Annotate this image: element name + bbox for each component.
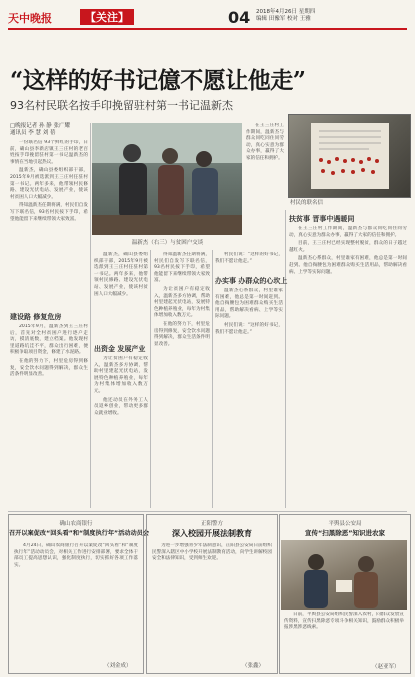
byline (10, 123, 90, 137)
masthead-info (256, 9, 315, 23)
section-text (10, 324, 88, 508)
section-text (289, 226, 407, 508)
news-box-police (146, 514, 278, 674)
subheadline: 93名村民联名按手印挽留驻村第一书记温新杰 (10, 99, 233, 112)
section-heading: 出资金 发展产业 (94, 345, 146, 353)
column-divider (90, 123, 91, 508)
bottom-photo (281, 540, 407, 610)
section-paragraph: 为让贫困户有稳定收入，温新杰多方协调，帮助村里建起光伏电站，发展特色种植养殖业，每年为村集体增加收入数万元。 (94, 356, 148, 394)
body-paragraph: 得知温新杰任期将满，村民们自发写下联名信，93名村民按下手印，希望他能留下来继续带领大家致富。 (154, 252, 210, 284)
box-paragraph: 为进一步增强青少年法制意识，正阳县公安局日前组织民警深入辖区中小学校开展法制教育活动，向学生讲解校园安全和法律知识，受到师生欢迎。 (152, 543, 272, 562)
body-paragraph: 为让贫困户有稳定收入，温新杰多方协调，帮助村里建起光伏电站，发展特色种植养殖业，每年为村集体增加收入数万元。 (154, 286, 210, 319)
lead-text (10, 140, 88, 308)
box-title: 深入校园开展法制教育 (172, 529, 252, 538)
section-paragraph: 温新杰心系群众，村里谁家有困难，他总是第一时间赶到。他自掏腰包为困难群众购买生活用品，帮助解决看病、上学等实际问题。 (215, 288, 283, 320)
box-text (284, 612, 404, 668)
body-text (94, 252, 148, 340)
section-heading: 建设路 修复危房 (10, 313, 62, 321)
main-photo-figures (92, 123, 242, 235)
bottom-divider (8, 511, 407, 512)
letter-photo-caption: 村民的联名信 (290, 200, 324, 206)
side-text (246, 123, 284, 235)
box-text (14, 543, 138, 661)
section-heading: 扶贫事 晋事中遇暖同 (289, 215, 355, 223)
main-photo-caption: 温新杰（右三）与贫困户交谈 (131, 240, 204, 246)
box-author: （刘金成） (104, 663, 132, 669)
section-paragraph: 2015年9月，温新杰到王三庄村后，首先对全村贫困户进行逐户走访，摸清底数，建立档案。他发现村里道路坑洼不平，群众出行困难，便积极争取项目资金，修建了水泥路。 (10, 324, 88, 356)
box-text (152, 543, 272, 661)
letter-photo-figure (289, 115, 410, 197)
section-text (94, 356, 148, 508)
body-paragraph: 在他的努力下，村里危房得到修复，安全饮水问题得到解决，群众生活条件明显改善。 (154, 321, 210, 347)
section-heading: 办实事 办群众的心坎上 (215, 277, 288, 285)
issue-date: 2018年4月26日 星期四 (256, 9, 316, 15)
side-paragraph: 在王三庄村工作期间，温新杰与群众同吃同住同劳动，真心实意为群众办事，赢得了大家的信任和拥护。 (246, 123, 284, 161)
body-paragraph: 村民们说：“这样的好书记，我们不愿让他走。” (215, 252, 283, 264)
body-paragraph: 温新杰，确山县委组织部干部，2015年9月被选派到王三庄村任驻村第一书记。两年多来，他带领村民修路、建设光伏电站、发展产业，使该村贫困人口大幅减少。 (94, 252, 148, 297)
news-box-bank (8, 514, 150, 674)
box-paragraph: 日前，平舆县公安局组织民警深入农村，向群众发放宣传资料，宣传扫黑除恶专项斗争相关知识，鼓励群众积极举报涉黑涉恶线索。 (284, 612, 404, 631)
masthead-rule (8, 28, 407, 30)
box-paragraph: 4月24日，确山农商银行召开以案促改“回头看”和“制度执行年”活动动员会，对相关工作进行安排部署，要求全体干部员工提高思想认识，强化制度执行，切实抓好各项工作落实。 (14, 543, 138, 568)
column-divider (285, 210, 286, 508)
lead-paragraph: 得知温新杰任期将满，村民们自发写下联名信，93名村民按下手印，希望他能留下来继续带领大家致富。 (10, 203, 88, 222)
masthead-logo: 天中晚报 (8, 12, 52, 25)
section-paragraph: 温新杰心系群众，村里谁家有困难，他总是第一时间赶到。他自掏腰包为困难群众购买生活用品，帮助解决看病、上学等实际问题。 (289, 256, 407, 275)
lead-paragraph: 温新杰，确山县委组织部干部，2015年9月被选派到王三庄村任驻村第一书记。两年多来，他带领村民修路、建设光伏电站、发展产业，使该村贫困人口大幅减少。 (10, 168, 88, 200)
column-divider (212, 250, 213, 508)
box-kicker: 正阳警方 (200, 521, 223, 527)
section-label: 【关注】 (80, 9, 134, 25)
section-paragraph: 他还动员在外务工人员返乡创业，带动更多群众就业增收。 (94, 397, 148, 416)
box-author: （赵亚军） (372, 664, 400, 670)
box-kicker: 平舆县公安局 (328, 521, 362, 527)
box-title: 召开以案促改“回头看”和“制度执行年”活动动员会 (9, 530, 150, 537)
body-text (215, 252, 283, 272)
box-author: （张鑫） (242, 663, 265, 669)
lead-paragraph: 一份联名信 93个鲜红的手印，日前，确山县李新店镇王三庄村的老百姓按手印挽留驻村第一书记温新杰的事情在当地引起热议。 (10, 140, 88, 165)
byline-correspondents: 通讯员 李 慧 刘 蓓 (10, 130, 56, 136)
box-title: 宣传“扫黑除恶”知识进农家 (304, 529, 386, 537)
page-number: 04 (228, 8, 251, 27)
main-photo (92, 123, 242, 235)
section-paragraph: 在王三庄村工作期间，温新杰与群众同吃同住同劳动，真心实意为群众办事，赢得了大家的信任和拥护。 (289, 226, 407, 238)
box-kicker: 确山农商银行 (59, 521, 93, 527)
headline: “这样的好书记億不愿让他走” (10, 67, 306, 94)
masthead (8, 8, 407, 30)
section-text (215, 288, 283, 508)
section-paragraph: 目前，王三庄村已经实现整村脱贫，群众的日子越过越红火。 (289, 241, 407, 253)
body-text (154, 252, 210, 508)
section-paragraph: 在他的努力下，村里危房得到修复，安全饮水问题得到解决，群众生活条件明显改善。 (10, 358, 88, 378)
column-divider (150, 250, 151, 508)
section-paragraph: 村民们说：“这样的好书记，我们不愿让他走。” (215, 322, 283, 335)
editor-credits: 编辑 田豫军 校对 王雅 (256, 16, 311, 22)
bottom-photo-figures (281, 540, 407, 610)
letter-photo (288, 114, 411, 198)
byline-reporters: □晚报记者 孙 静 张广耀 (10, 123, 70, 129)
